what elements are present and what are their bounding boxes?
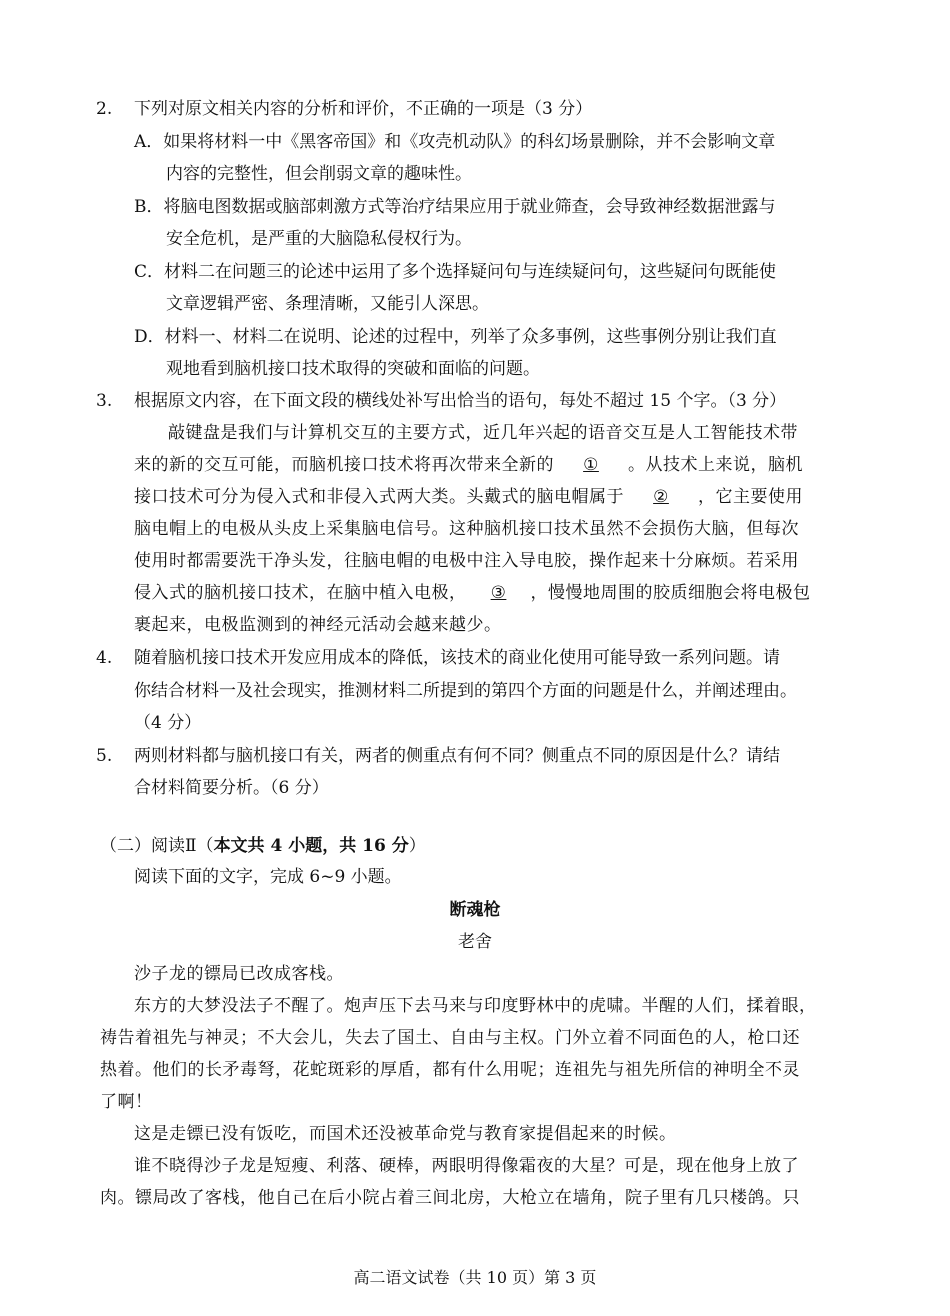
question-2-option-b-line2: 安全危机，是严重的大脑隐私侵权行为。: [166, 229, 472, 249]
question-5-line2: 合材料简要分析。（6 分）: [134, 778, 329, 798]
passage-text: 来的新的交互可能，而脑机接口技术将再次带来全新的: [134, 455, 554, 475]
question-3-number: 3.: [96, 391, 113, 411]
question-3-stem: 根据原文内容，在下面文段的横线处补写出恰当的语句，每处不超过 15 个字。（3 分）: [134, 391, 787, 411]
passage-text: 侵入式的脑机接口技术，在脑中植入电极，: [134, 583, 467, 603]
story-paragraph-2-line2: 祷告着祖先与神灵；不大会儿，失去了国土、自由与主权。门外立着不同面色的人，枪口还: [100, 1028, 800, 1048]
page-footer: 高二语文试卷（共 10 页）第 3 页: [353, 1268, 597, 1287]
question-2-option-a-line1: A．如果将材料一中《黑客帝国》和《攻壳机动队》的科幻场景删除，并不会影响文章: [134, 132, 776, 152]
question-2-number: 2.: [96, 99, 113, 119]
story-paragraph-2-line4: 了啊！: [100, 1092, 153, 1112]
question-3-passage-line7: 裹起来，电极监测到的神经元活动会越来越少。: [134, 615, 502, 635]
passage-text: ，慢慢地周围的胶质细胞会将电极包: [530, 583, 811, 603]
section-2-intro: 阅读下面的文字，完成 6~9 小题。: [134, 867, 402, 887]
question-4-number: 4.: [96, 648, 113, 668]
story-paragraph-4-line2: 肉。镖局改了客栈，他自己在后小院占着三间北房，大枪立在墙角，院子里有几只楼鸽。只: [100, 1188, 800, 1208]
passage-text: ，它主要使用: [698, 487, 803, 507]
section-2-heading: [100, 835, 426, 857]
question-4-line1: 随着脑机接口技术开发应用成本的降低，该技术的商业化使用可能导致一系列问题。请: [134, 648, 780, 668]
question-2-option-d-line1: D．材料一、材料二在说明、论述的过程中，列举了众多事例，这些事例分别让我们直: [134, 327, 777, 347]
question-2-stem: 下列对原文相关内容的分析和评价，不正确的一项是（3 分）: [134, 99, 593, 119]
question-3-passage-line5: 使用时都需要洗干净头发，往脑电帽的电极中注入导电胶，操作起来十分麻烦。若采用: [134, 551, 799, 571]
section-heading-bold: 本文共 4 小题，共 16 分: [213, 836, 409, 856]
section-heading-text: （二）阅读Ⅱ（: [100, 836, 214, 856]
story-paragraph-1: 沙子龙的镖局已改成客栈。: [134, 964, 344, 984]
question-3-passage-line4: 脑电帽上的电极从头皮上采集脑电信号。这种脑机接口技术虽然不会损伤大脑，但每次: [134, 519, 799, 539]
question-5-line1: 两则材料都与脑机接口有关，两者的侧重点有何不同？侧重点不同的原因是什么？请结: [134, 746, 780, 766]
question-2-option-c-line2: 文章逻辑严密、条理清晰，又能引人深思。: [166, 294, 489, 314]
question-3-passage-line2: [134, 454, 803, 476]
question-2-option-a-line2: 内容的完整性，但会削弱文章的趣味性。: [166, 164, 472, 184]
question-3-passage-line6: [134, 582, 811, 604]
question-2-option-b-line1: B．将脑电图数据或脑部刺激方式等治疗结果应用于就业筛查，会导致神经数据泄露与: [134, 197, 776, 217]
passage-text: 。从技术上来说，脑机: [628, 455, 803, 475]
story-paragraph-3: 这是走镖已没有饭吃，而国术还没被革命党与教育家提倡起来的时候。: [134, 1124, 677, 1144]
passage-text: 接口技术可分为侵入式和非侵入式两大类。头戴式的脑电帽属于: [134, 487, 624, 507]
question-4-line2: 你结合材料一及社会现实，推测材料二所提到的第四个方面的问题是什么，并阐述理由。: [134, 681, 797, 701]
story-paragraph-4-line1: 谁不晓得沙子龙是短瘦、利落、硬棒，两眼明得像霜夜的大星？可是，现在他身上放了: [134, 1156, 799, 1176]
fill-blank-1[interactable]: ①: [583, 455, 599, 475]
story-paragraph-2-line1: 东方的大梦没法子不醒了。炮声压下去马来与印度野林中的虎啸。半醒的人们，揉着眼，: [134, 996, 817, 1016]
story-paragraph-2-line3: 热着。他们的长矛毒弩，花蛇斑彩的厚盾，都有什么用呢；连祖先与祖先所信的神明全不灵: [100, 1060, 800, 1080]
fill-blank-3[interactable]: ③: [490, 583, 507, 603]
question-3-passage-line3: [134, 486, 803, 508]
fill-blank-2[interactable]: ②: [653, 487, 669, 507]
question-4-score: （4 分）: [134, 713, 202, 733]
question-2-option-d-line2: 观地看到脑机接口技术取得的突破和面临的问题。: [166, 359, 540, 379]
story-title: 断魂枪: [449, 900, 501, 920]
story-author: 老舍: [458, 932, 492, 952]
question-2-option-c-line1: C．材料二在问题三的论述中运用了多个选择疑问句与连续疑问句，这些疑问句既能使: [134, 262, 777, 282]
question-5-number: 5.: [96, 746, 113, 766]
question-3-passage-line1: 敲键盘是我们与计算机交互的主要方式，近几年兴起的语音交互是人工智能技术带: [168, 423, 798, 443]
section-heading-text: ）: [408, 836, 426, 856]
